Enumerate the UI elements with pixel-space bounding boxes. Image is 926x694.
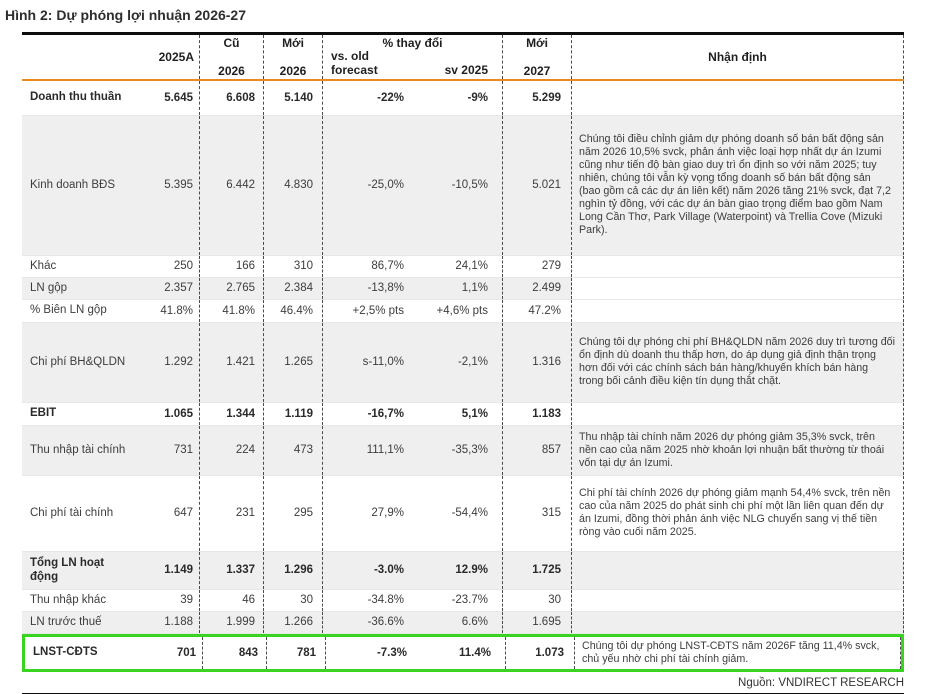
cell-vs-old-forecast: 86,7% xyxy=(371,260,404,273)
cell-vs-2025: 1,1% xyxy=(413,278,503,299)
cell-2025a: 1.149 xyxy=(142,552,200,589)
header-new27-year: 2027 xyxy=(523,63,551,78)
cell-label: % Biên LN gộp xyxy=(30,304,107,317)
table-row xyxy=(22,426,904,476)
table-row xyxy=(22,300,904,323)
cell-new-2026: 781 xyxy=(267,637,326,669)
cell-2025a: 250 xyxy=(142,256,200,277)
cell-old-2026: 2.765 xyxy=(200,278,264,299)
cell-vs-old-forecast: -25,0% xyxy=(323,116,413,255)
table-row xyxy=(22,256,904,278)
cell-label: Chi phí BH&QLDN xyxy=(22,323,142,402)
cell-label: Chi phí tài chính xyxy=(30,506,114,519)
header-change-group xyxy=(323,35,503,79)
cell-new-2027: 1.725 xyxy=(503,552,572,589)
cell-comment: Chúng tôi dự phóng LNST-CĐTS năm 2026F tăng 11,4% svck, chủ yếu nhờ chi phí tài chính giảm. xyxy=(575,637,901,669)
header-comment: Nhận định xyxy=(572,35,904,79)
cell-new-2027: 279 xyxy=(503,256,572,277)
cell-new-2026: 46.4% xyxy=(264,300,323,322)
table-row xyxy=(22,476,904,552)
cell-new-2027: 1.316 xyxy=(503,323,572,402)
cell-label: LN gộp xyxy=(22,278,142,299)
cell-comment xyxy=(572,612,904,633)
cell-vs-2025: 5,1% xyxy=(413,403,503,425)
cell-vs-old-forecast: -36.6% xyxy=(323,612,413,633)
cell-comment: Chúng tôi điều chỉnh giảm dự phóng doanh số bán bất động sản năm 2026 10,5% svck, phản ánh việc loại hợp nhất dự án Izumi cũng như tiến độ bàn giao duy trì ổn định so với năm 2025; tuy nhiên, chúng tôi vẫn kỳ vọng tổng doanh số bán bất động sản (bao gồm cả các dự án liên kết) năm 2026 tăng 21% svck, đạt 7,2 nghìn tỷ đồng, với các dự án bàn giao trọng điểm bao gồm Nam Long Cần Thơ, Park Village (Waterpoint) và Trellia Cove (Mizuki Park). xyxy=(572,116,904,255)
cell-2025a: 39 xyxy=(142,590,200,611)
cell-comment: Chi phí tài chính 2026 dự phóng giảm mạnh 54,4% svck, trên nền cao của năm 2025 do phát sinh chi phí một lần liên quan đến dự án Izumi, đồng thời phản ánh việc NLG chuyển sang vị thế tiền ròng vào cuối năm 2025. xyxy=(572,476,904,551)
cell-vs-old-forecast: -16,7% xyxy=(367,407,404,420)
cell-2025a: 647 xyxy=(142,476,200,551)
cell-comment: Thu nhập tài chính năm 2026 dự phóng giảm 35,3% svck, trên nền cao của năm 2025 nhờ khoản lợi nhuận bất thường từ thoái vốn tại dự án Izumi. xyxy=(572,426,904,475)
cell-new-2026: 30 xyxy=(264,590,323,611)
cell-old-2026: 1.344 xyxy=(200,403,264,425)
cell-new-2026: 473 xyxy=(264,426,323,475)
cell-new-2027: 1.695 xyxy=(503,612,572,633)
cell-label: Doanh thu thuần xyxy=(30,91,122,104)
header-change-title: % thay đổi xyxy=(382,36,443,50)
forecast-table xyxy=(22,32,904,672)
table-row xyxy=(22,552,904,590)
cell-old-2026: 1.421 xyxy=(200,323,264,402)
table-row xyxy=(22,590,904,612)
cell-vs-2025: -35,3% xyxy=(413,426,503,475)
cell-new-2027: 47.2% xyxy=(503,300,572,322)
cell-new-2026: 310 xyxy=(264,256,323,277)
cell-new-2026: 1.266 xyxy=(264,612,323,633)
header-2025a: 2025A xyxy=(142,35,200,79)
cell-comment xyxy=(572,300,904,322)
cell-new-2027: 1.183 xyxy=(503,403,572,425)
cell-vs-2025: -9% xyxy=(413,81,503,115)
cell-vs-2025: -2,1% xyxy=(413,323,503,402)
cell-2025a: 41.8% xyxy=(142,300,200,322)
cell-vs-2025: -23.7% xyxy=(413,590,503,611)
header-vs-old: vs. old forecast xyxy=(331,49,378,77)
cell-2025a: 2.357 xyxy=(142,278,200,299)
cell-new-2026: 1.296 xyxy=(264,552,323,589)
cell-old-2026: 843 xyxy=(203,637,267,669)
cell-new-2027: 857 xyxy=(503,426,572,475)
cell-2025a: 1.188 xyxy=(142,612,200,633)
cell-vs-old-forecast: s-11,0% xyxy=(323,323,413,402)
cell-label: Kinh doanh BĐS xyxy=(22,116,142,255)
cell-new-2026: 4.830 xyxy=(264,116,323,255)
cell-2025a: 5.645 xyxy=(142,81,200,115)
cell-old-2026: 41.8% xyxy=(200,300,264,322)
cell-vs-2025: 12.9% xyxy=(413,552,503,589)
cell-new-2026: 1.265 xyxy=(264,323,323,402)
header-sv-2025: sv 2025 xyxy=(444,62,488,77)
cell-vs-2025: 24,1% xyxy=(413,256,503,277)
table-row xyxy=(22,612,904,634)
cell-comment xyxy=(572,590,904,611)
table-row xyxy=(22,81,904,116)
cell-old-2026: 166 xyxy=(200,256,264,277)
table-row xyxy=(22,403,904,426)
cell-vs-old-forecast: -34.8% xyxy=(367,594,404,607)
cell-old-2026: 224 xyxy=(200,426,264,475)
header-new-year: 2026 xyxy=(279,63,307,78)
header-old-2026 xyxy=(200,35,264,79)
cell-comment: Chúng tôi dự phóng chi phí BH&QLDN năm 2026 duy trì tương đối ổn định dù doanh thu thấp hơn, do áp dụng giả định thận trọng hơn đối với các chính sách bán hàng/khuyến khích bán hàng trong bối cảnh điều kiện tín dụng thắt chặt. xyxy=(572,323,904,402)
cell-vs-old-forecast: -22% xyxy=(377,91,404,104)
cell-2025a: 1.292 xyxy=(142,323,200,402)
table-row xyxy=(22,116,904,256)
header-new-label: Mới xyxy=(282,36,304,50)
figure-title: Hình 2: Dự phóng lợi nhuận 2026-27 xyxy=(5,7,247,23)
cell-label: LN trước thuế xyxy=(22,612,142,633)
table-header xyxy=(22,35,904,81)
cell-new-2027: 5.299 xyxy=(503,81,572,115)
cell-2025a: 1.065 xyxy=(142,403,200,425)
table-row xyxy=(22,634,904,672)
cell-label: Thu nhập tài chính xyxy=(22,426,142,475)
cell-old-2026: 1.337 xyxy=(200,552,264,589)
cell-new-2026: 2.384 xyxy=(264,278,323,299)
cell-new-2027: 315 xyxy=(503,476,572,551)
header-label-spacer xyxy=(22,35,142,79)
cell-label: EBIT xyxy=(30,407,57,420)
cell-new-2027: 2.499 xyxy=(503,278,572,299)
cell-label: Khác xyxy=(30,259,57,272)
cell-old-2026: 231 xyxy=(200,476,264,551)
cell-comment xyxy=(572,256,904,277)
table-body xyxy=(22,81,904,672)
cell-new-2026: 295 xyxy=(264,476,323,551)
cell-comment xyxy=(572,278,904,299)
header-new27-label: Mới xyxy=(526,36,548,50)
cell-vs-2025: 6.6% xyxy=(413,612,503,633)
cell-2025a: 701 xyxy=(145,637,203,669)
header-change-subcols xyxy=(323,50,502,78)
cell-vs-old-forecast: -7.3% xyxy=(376,646,407,659)
cell-label: Thu nhập khác xyxy=(30,593,107,606)
cell-vs-old-forecast: 27,9% xyxy=(371,507,404,520)
cell-vs-2025: -10,5% xyxy=(413,116,503,255)
cell-comment xyxy=(572,81,904,115)
cell-old-2026: 6.442 xyxy=(200,116,264,255)
cell-old-2026: 6.608 xyxy=(200,81,264,115)
cell-vs-old-forecast: -3.0% xyxy=(323,552,413,589)
source-note: Nguồn: VNDIRECT RESEARCH xyxy=(738,676,904,689)
header-new-2026 xyxy=(264,35,323,79)
cell-comment xyxy=(572,552,904,589)
cell-2025a: 5.395 xyxy=(142,116,200,255)
cell-label: LNST-CĐTS xyxy=(33,646,98,659)
cell-vs-old-forecast: -13,8% xyxy=(323,278,413,299)
header-old-label: Cũ xyxy=(223,36,240,50)
cell-label: Tổng LN hoạt động xyxy=(22,552,142,589)
cell-vs-2025: 11.4% xyxy=(416,637,506,669)
cell-old-2026: 46 xyxy=(200,590,264,611)
cell-new-2027: 1.073 xyxy=(506,637,575,669)
table-row xyxy=(22,323,904,403)
cell-vs-2025: -54,4% xyxy=(413,476,503,551)
cell-vs-old-forecast: 111,1% xyxy=(323,426,413,475)
header-new-2027 xyxy=(503,35,572,79)
cell-new-2027: 5.021 xyxy=(503,116,572,255)
cell-vs-old-forecast: +2,5% pts xyxy=(352,304,404,317)
cell-old-2026: 1.999 xyxy=(200,612,264,633)
table-row xyxy=(22,278,904,300)
cell-new-2027: 30 xyxy=(503,590,572,611)
cell-comment xyxy=(572,403,904,425)
cell-new-2026: 1.119 xyxy=(264,403,323,425)
cell-vs-2025: +4,6% pts xyxy=(413,300,503,322)
cell-new-2026: 5.140 xyxy=(264,81,323,115)
cell-2025a: 731 xyxy=(142,426,200,475)
header-old-year: 2026 xyxy=(218,63,245,78)
